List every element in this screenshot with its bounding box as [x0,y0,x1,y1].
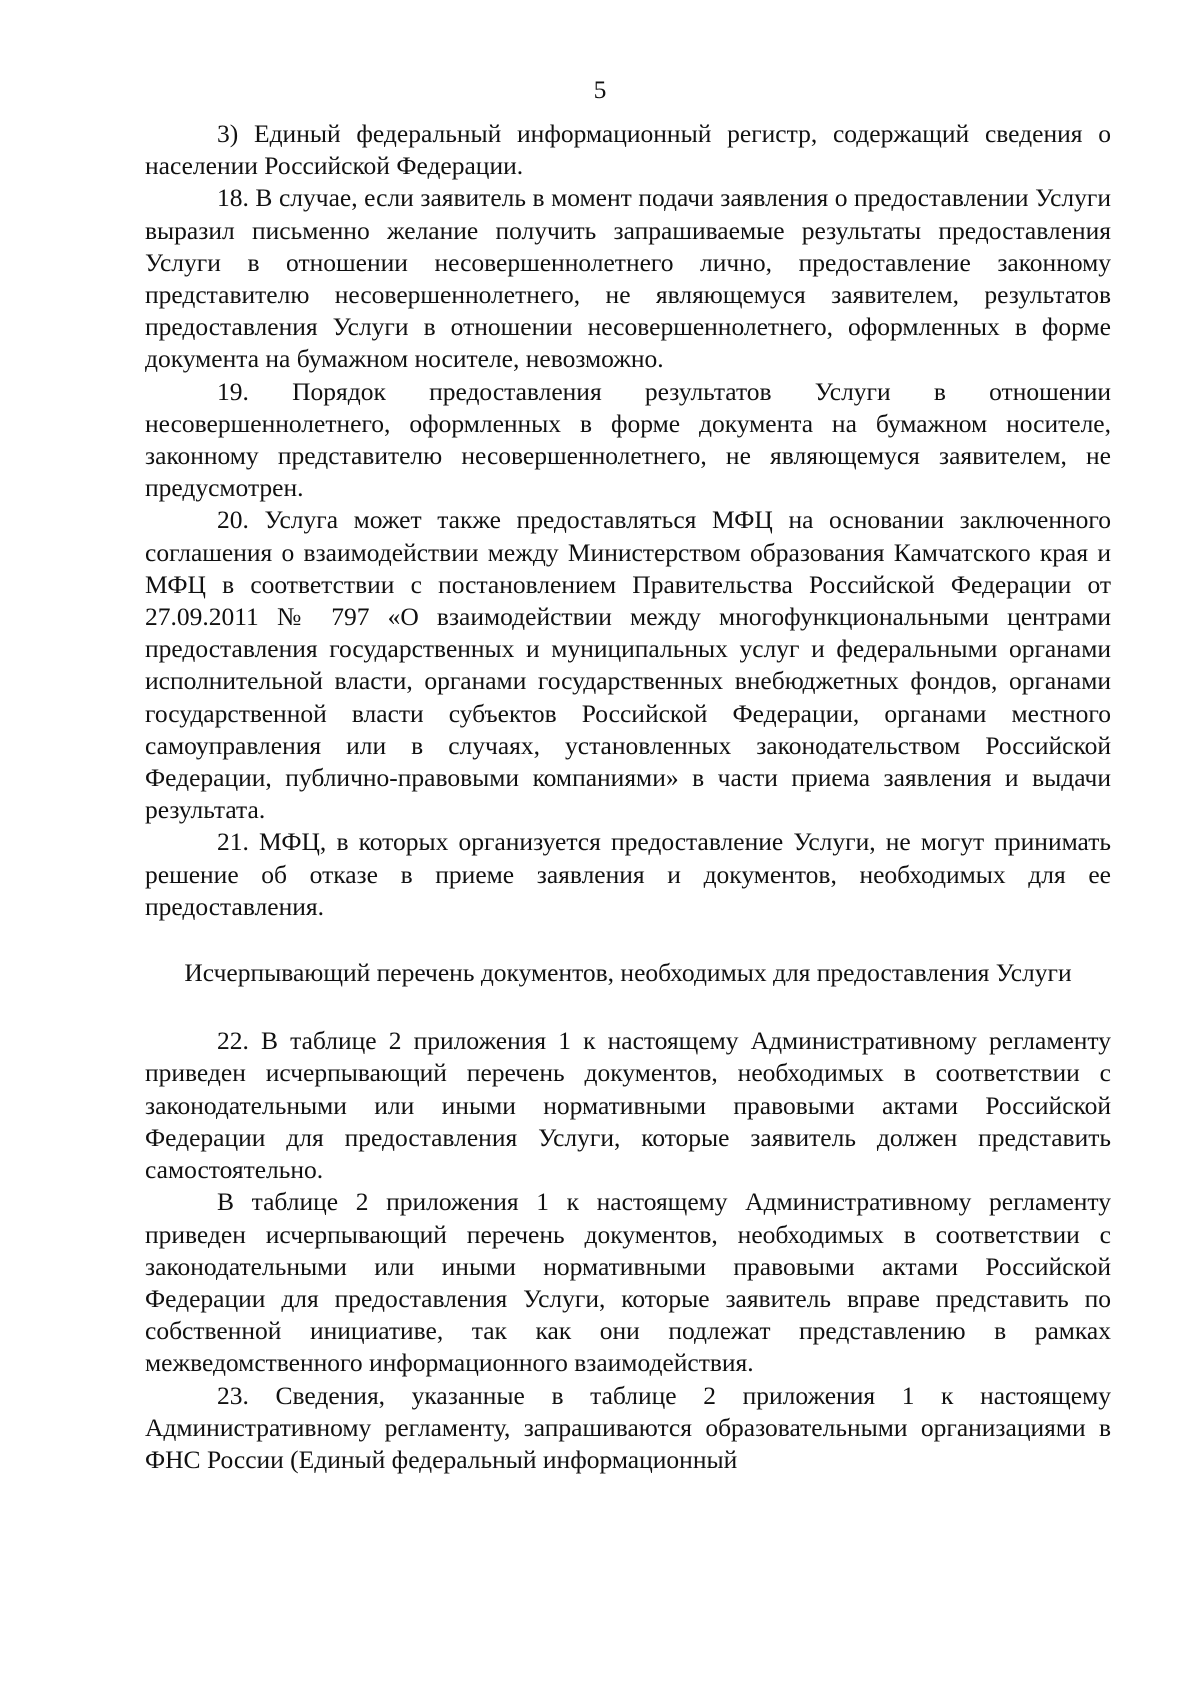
paragraph-item-3: 3) Единый федеральный информационный регистр, содержащий сведения о населении Российской Федерации. [145,119,1111,181]
paragraph-23: 23. Сведения, указанные в таблице 2 приложения 1 к настоящему Административному регламенту, запрашиваются образовательными организациями в ФНС России (Единый федеральный информационный [145,1380,1111,1474]
paragraph-20: 20. Услуга может также предоставляться МФЦ на основании заключенного соглашения о взаимодействии между Министерством образования Камчатского края и МФЦ в соответствии с постановлением Правительства Российской Федерации от 27.09.2011 № 797 «О взаимодействии между многофункциональными центрами предоставления государственных и муниципальных услуг и федеральными органами исполнительной власти, органами государственных внебюджетных фондов, органами государственной власти субъектов Российской Федерации, органами местного самоуправления или в случаях, установленных законодательством Российской Федерации, публично-правовыми компаниями» в части приема заявления и выдачи результата. [145,505,1111,825]
section-heading: Исчерпывающий перечень документов, необходимых для предоставления Услуги [184,958,1072,988]
paragraph-22: 22. В таблице 2 приложения 1 к настоящему Административному регламенту приведен исчерпывающий перечень документов, необходимых в соответствии с законодательными или иными нормативными правовыми актами Российской Федерации для предоставления Услуги, которые заявитель должен представить самостоятельно. [145,1026,1111,1185]
paragraph-22-continued: В таблице 2 приложения 1 к настоящему Административному регламенту приведен исчерпывающий перечень документов, необходимых в соответствии с законодательными или иными нормативными правовыми актами Российской Федерации для предоставления Услуги, которые заявитель вправе представить по собственной инициативе, так как они подлежат представлению в рамках межведомственного информационного взаимодействия. [145,1187,1111,1378]
paragraph-21: 21. МФЦ, в которых организуется предоставление Услуги, не могут принимать решение об отказе в приеме заявления и документов, необходимых для ее предоставления. [145,827,1111,921]
paragraph-18: 18. В случае, если заявитель в момент подачи заявления о предоставлении Услуги выразил письменно желание получить запрашиваемые результаты предоставления Услуги в отношении несовершеннолетнего лично, предоставление законному представителю несовершеннолетнего, не являющемуся заявителем, результатов предоставления Услуги в отношении несовершеннолетнего, оформленных в форме документа на бумажном носителе, невозможно. [145,183,1111,374]
page-number: 5 [593,75,607,104]
document-body [145,118,1111,1476]
paragraph-19: 19. Порядок предоставления результатов Услуги в отношении несовершеннолетнего, оформленных в форме документа на бумажном носителе, законному представителю несовершеннолетнего, не являющемуся заявителем, не предусмотрен. [145,376,1111,503]
